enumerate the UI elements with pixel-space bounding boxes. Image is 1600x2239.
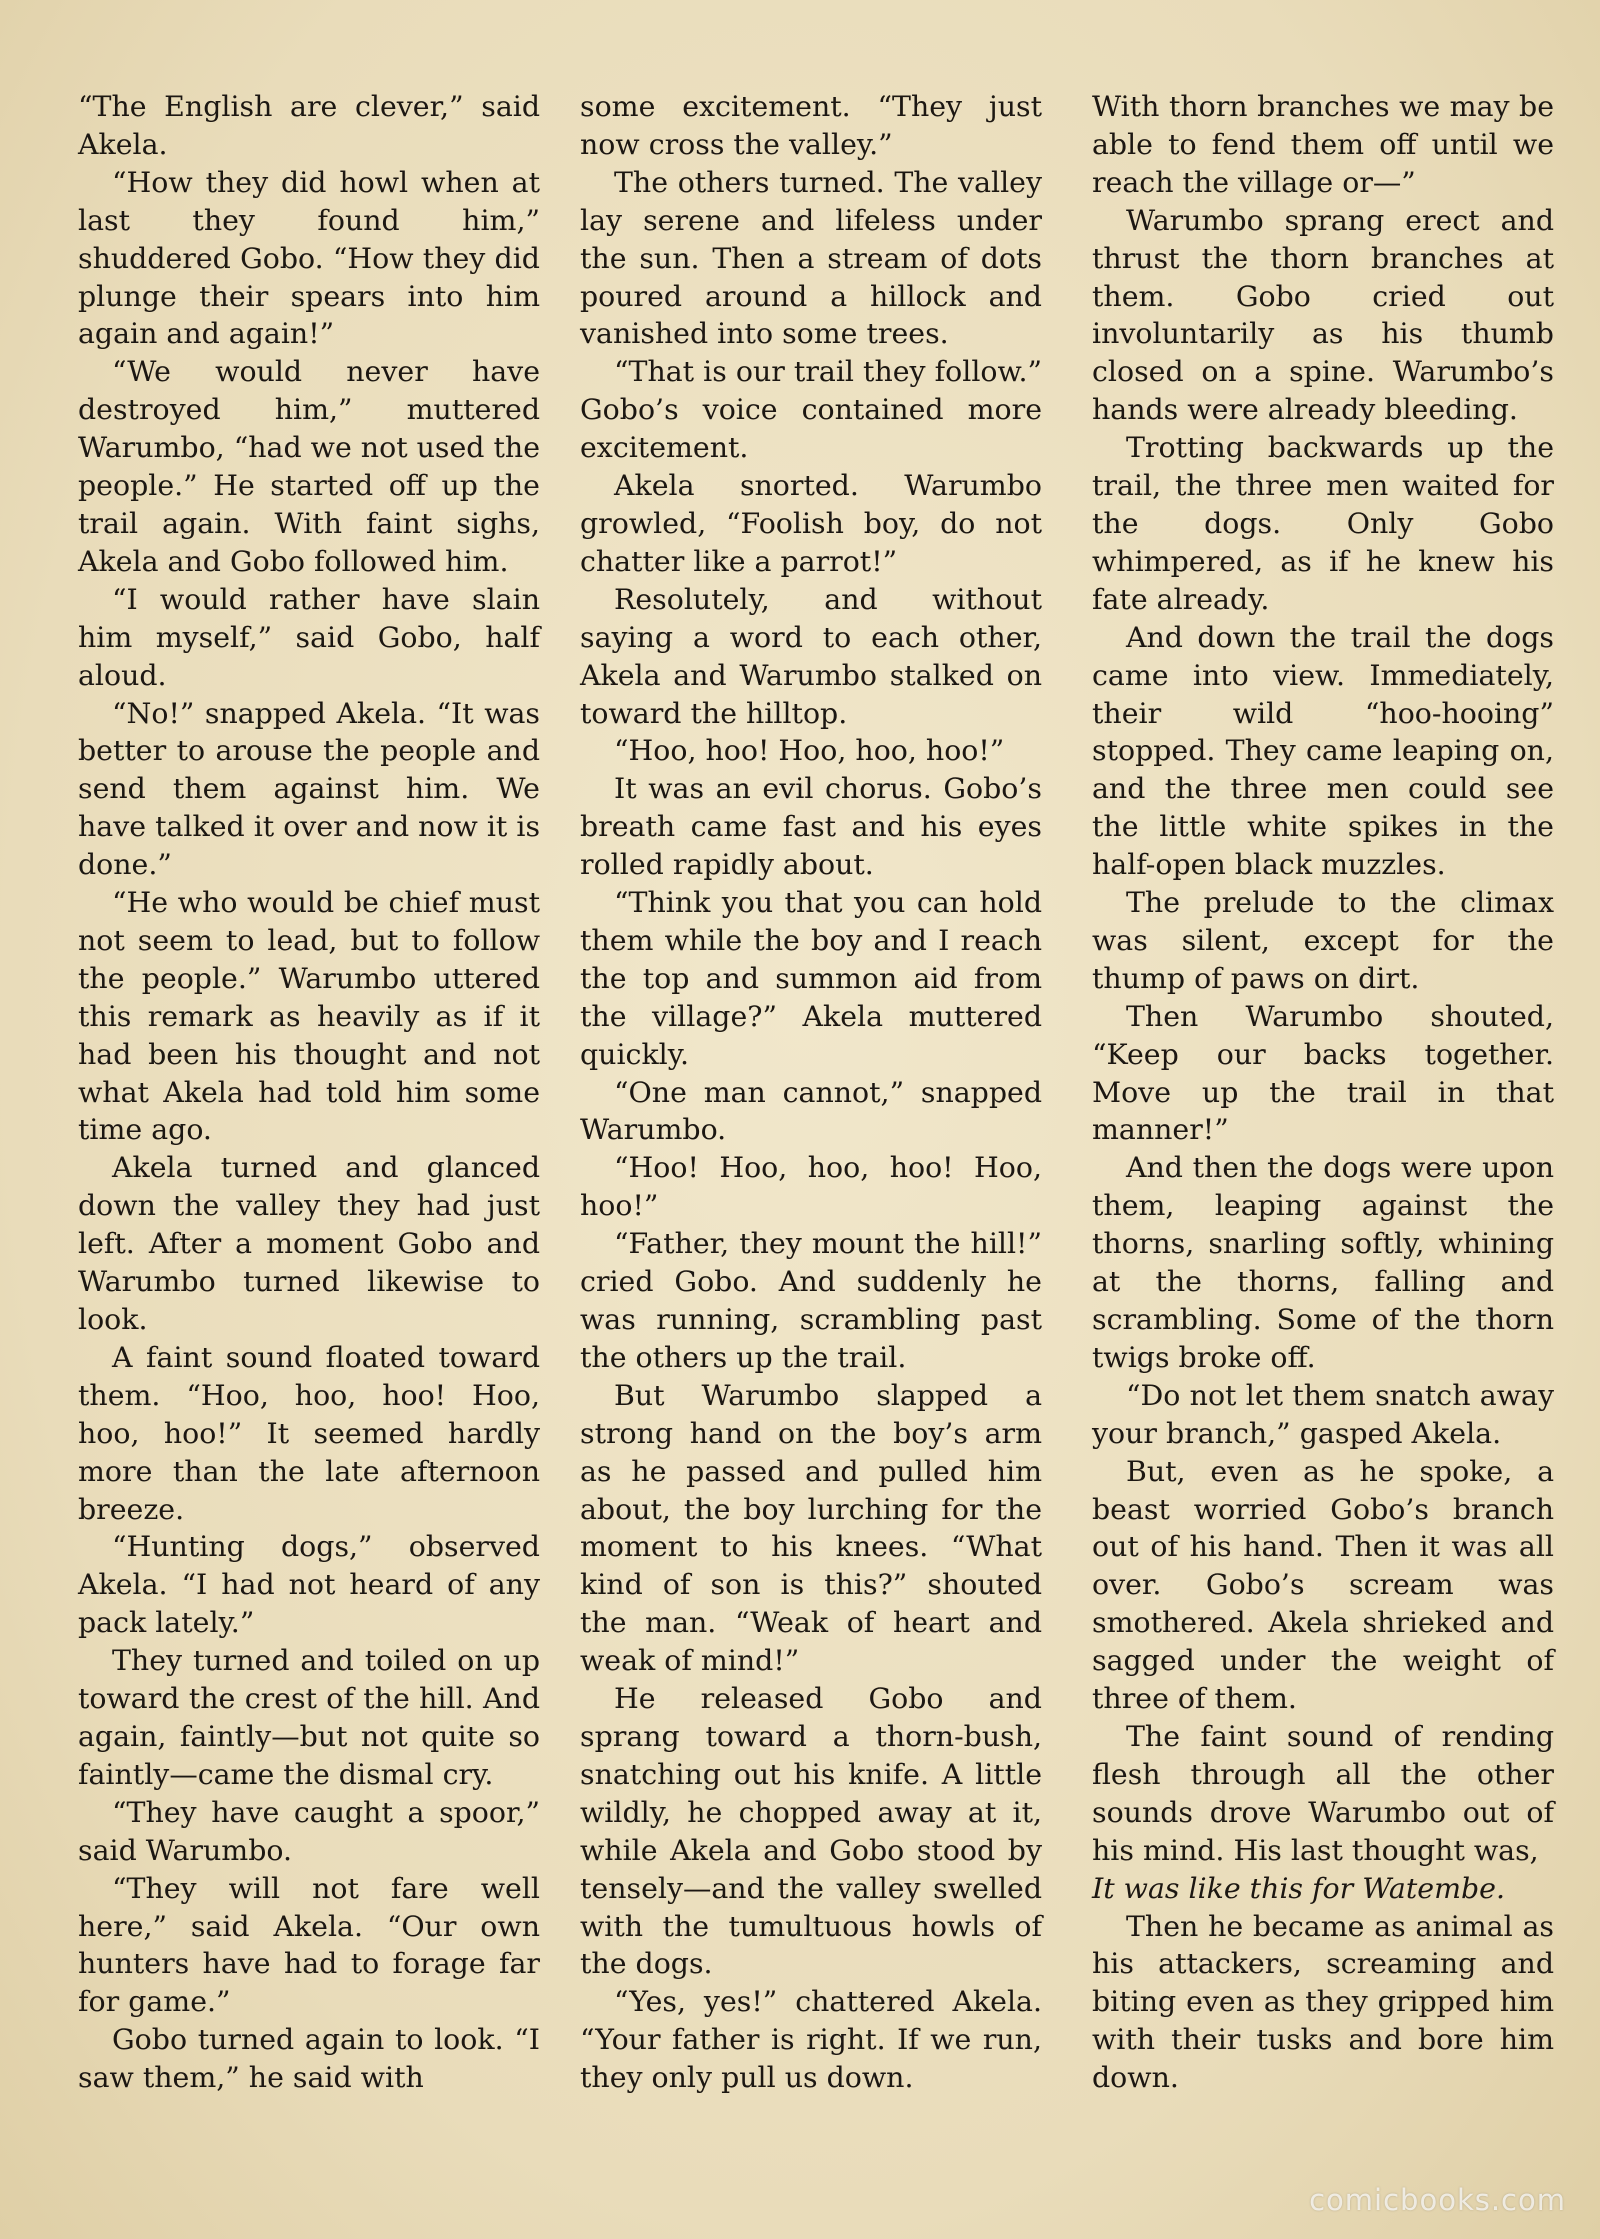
text-column-3: [1092, 88, 1554, 2097]
paragraph: “Hoo! Hoo, hoo, hoo! Hoo, hoo!”: [580, 1151, 1042, 1223]
paragraph: And then the dogs were upon them, leaping against the thorns, snarling softly, whining at the thorns, falling and scrambling. Some of the thorn twigs broke off.: [1092, 1151, 1554, 1374]
paragraph: Warumbo sprang erect and thrust the thorn branches at them. Gobo cried out involuntarily as his thumb closed on a spine. Warumbo’s hands were already bleeding.: [1092, 203, 1554, 427]
paragraph: The faint sound of rending flesh through all the other sounds drove Warumbo out of his mind. His last thought was,: [1092, 1719, 1554, 1867]
paragraph: “Yes, yes!” chattered Akela. “Your father is right. If we run, they only pull us down.: [580, 1985, 1042, 2095]
closing-paragraph: Then he became as animal as his attackers, screaming and biting even as they gripped him with their tusks and bore him down.: [1092, 1909, 1554, 2095]
text-column-1: [78, 88, 540, 2097]
site-watermark: comicbooks.com: [1309, 2183, 1566, 2217]
paragraph: “He who would be chief must not seem to lead, but to follow the people.” Warumbo uttered this remark as heavily as if it had been his thought and not what Akela had told him some time ago.: [78, 886, 540, 1147]
paragraph: “No!” snapped Akela. “It was better to arouse the people and send them against him. We have talked it over and now it is done.”: [78, 696, 541, 882]
paragraph: Resolutely, and without saying a word to each other, Akela and Warumbo stalked on toward the hilltop.: [580, 582, 1042, 730]
paragraph: some excitement. “They just now cross the valley.”: [580, 90, 1042, 161]
paragraph: “Hoo, hoo! Hoo, hoo, hoo!”: [614, 734, 1005, 768]
italic-thought-line: It was like this for Watembe.: [1092, 1871, 1505, 1905]
paragraph: “Think you that you can hold them while the boy and I reach the top and summon aid from the village?” Akela muttered quickly.: [580, 886, 1042, 1071]
paragraph: “One man cannot,” snapped Warumbo.: [580, 1075, 1042, 1147]
paragraph: Akela snorted. Warumbo growled, “Foolish boy, do not chatter like a parrot!”: [580, 469, 1042, 578]
paragraph: He released Gobo and sprang toward a thorn-bush, snatching out his knife. A little wildly, he chopped away at it, while Akela and Gobo stood by tensely—and the valley swelled with the tumultuous howls of the dogs.: [580, 1682, 1042, 1981]
paragraph: Trotting backwards up the trail, the three men waited for the dogs. Only Gobo whimpered, as if he knew his fate already.: [1092, 431, 1554, 616]
paragraph: “The English are clever,” said Akela.: [78, 90, 540, 161]
paragraph: “They have caught a spoor,” said Warumbo.: [78, 1795, 540, 1867]
paragraph: “That is our trail they follow.” Gobo’s voice contained more excitement.: [580, 355, 1042, 465]
paragraph: Gobo turned again to look. “I saw them,” he said with: [78, 2023, 540, 2095]
paragraph: The prelude to the climax was silent, except for the thump of paws on dirt.: [1092, 886, 1554, 995]
paragraph: “Father, they mount the hill!” cried Gobo. And suddenly he was running, scrambling past the others up the trail.: [580, 1227, 1042, 1374]
paragraph: “How they did howl when at last they found him,” shuddered Gobo. “How they did plunge their spears into him again and again!”: [78, 165, 540, 351]
paragraph: And down the trail the dogs came into view. Immediately, their wild “hoo-hooing” stopped. They came leaping on, and the three men could see the little white spikes in the half-open black muzzles.: [1092, 620, 1554, 882]
paragraph: “Do not let them snatch away your branch,” gasped Akela.: [1092, 1378, 1554, 1450]
paragraph: “They will not fare well here,” said Akela. “Our own hunters have had to forage far for game.”: [78, 1871, 540, 2019]
paragraph: “We would never have destroyed him,” muttered Warumbo, “had we not used the people.” He started off up the trail again. With faint sighs, Akela and Gobo followed him.: [78, 355, 540, 578]
text-column-2: [580, 88, 1042, 2097]
paragraph: But, even as he spoke, a beast worried Gobo’s branch out of his hand. Then it was all over. Gobo’s scream was smothered. Akela shrieked and sagged under the weight of three of them.: [1092, 1454, 1554, 1716]
paragraph: “Hunting dogs,” observed Akela. “I had not heard of any pack lately.”: [78, 1530, 540, 1640]
paragraph: Then Warumbo shouted, “Keep our backs together. Move up the trail in that manner!”: [1092, 999, 1554, 1147]
paragraph: It was an evil chorus. Gobo’s breath came fast and his eyes rolled rapidly about.: [580, 772, 1042, 882]
paragraph: Akela turned and glanced down the valley they had just left. After a moment Gobo and Warumbo turned likewise to look.: [78, 1151, 540, 1336]
paragraph: They turned and toiled on up toward the crest of the hill. And again, faintly—but not quite so faintly—came the dismal cry.: [78, 1644, 540, 1791]
paragraph: “I would rather have slain him myself,” said Gobo, half aloud.: [78, 582, 540, 692]
paragraph: With thorn branches we may be able to fend them off until we reach the village or—”: [1092, 90, 1554, 199]
paragraph: A faint sound floated toward them. “Hoo, hoo, hoo! Hoo, hoo, hoo!” It seemed hardly more than the late afternoon breeze.: [78, 1340, 540, 1526]
paragraph: But Warumbo slapped a strong hand on the boy’s arm as he passed and pulled him about, the boy lurching for the moment to his knees. “What kind of son is this?” shouted the man. “Weak of heart and weak of mind!”: [580, 1378, 1042, 1678]
paragraph: The others turned. The valley lay serene and lifeless under the sun. Then a stream of dots poured around a hillock and vanished into some trees.: [580, 165, 1042, 351]
